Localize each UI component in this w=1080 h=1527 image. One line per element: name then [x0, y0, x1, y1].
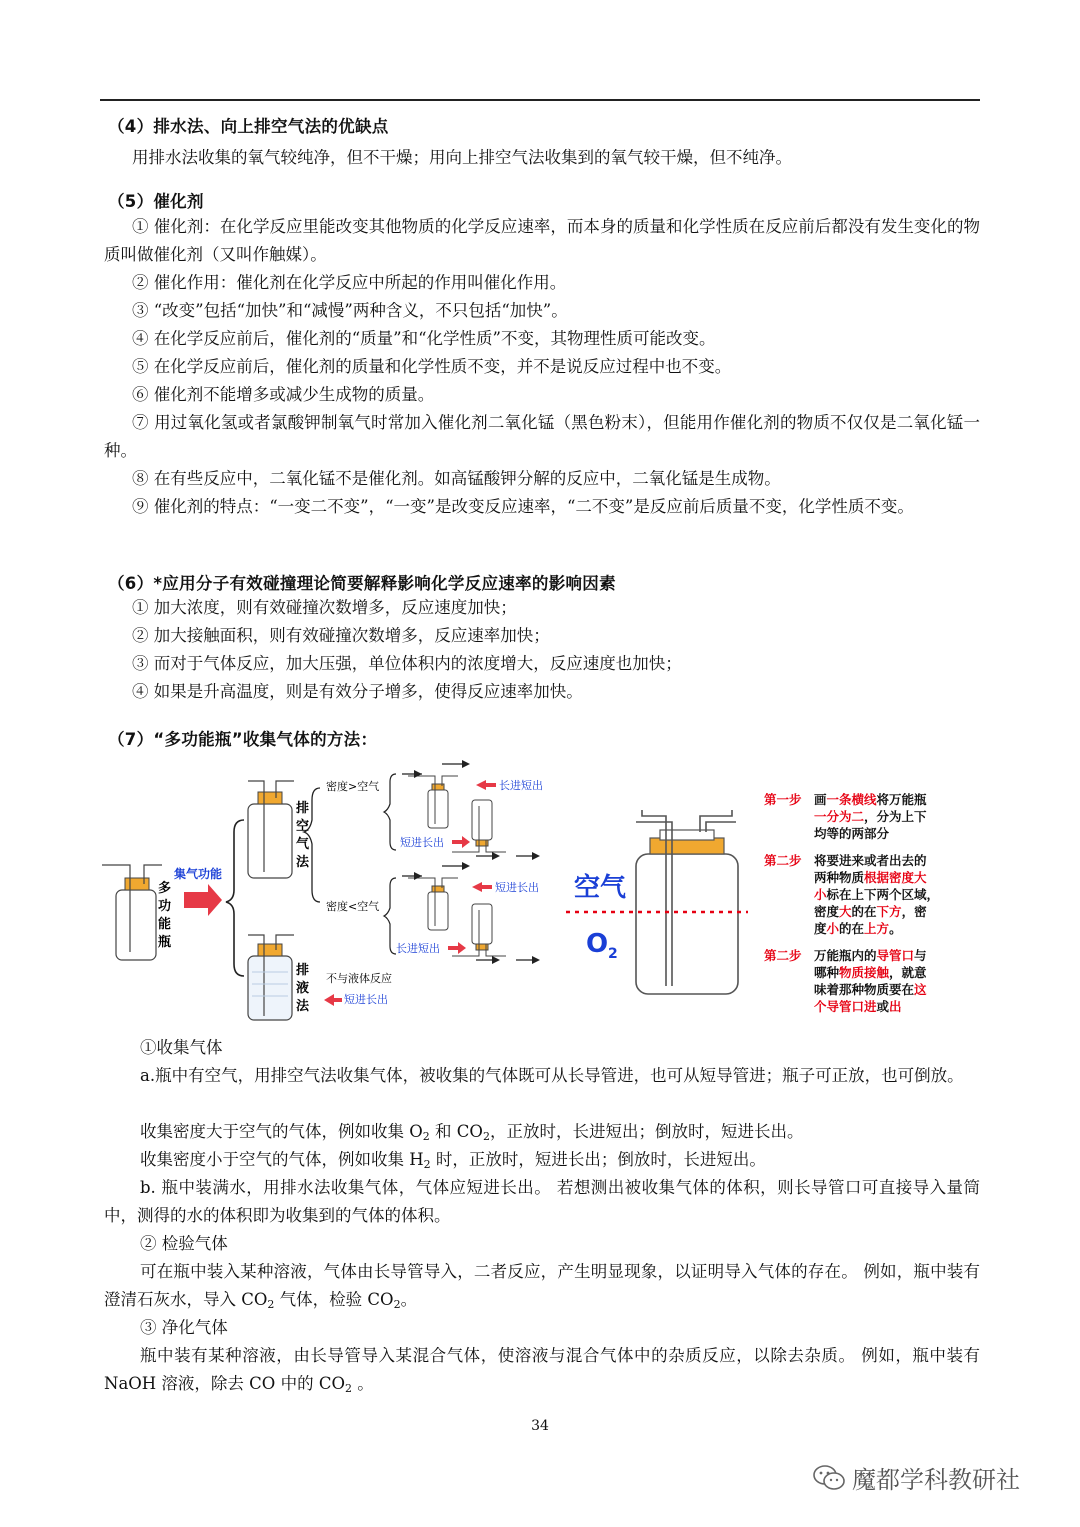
svg-text:个导管口进或出: 个导管口进或出	[814, 999, 902, 1014]
collision-item-2: ② 加大接触面积，则有效碰撞次数增多，反应速率加快；	[132, 626, 550, 645]
o2-sub: 2	[608, 946, 618, 962]
svg-text:一分为二，分为上下: 一分为二，分为上下	[814, 809, 927, 824]
catalyst-item-2: ② 催化作用：催化剂在化学反应中所起的作用叫催化作用。	[132, 273, 567, 292]
collect-dense: 收集密度大于空气的气体，例如收集 $O_2$ 和 $CO_2$，正放时，长进短出；倒放时，短进长出。	[140, 1122, 804, 1143]
air-method-3: 气	[296, 837, 310, 852]
catalyst-item-3: ③ “改变”包括“加快”和“减慢”两种含义，不只包括“加快”。	[132, 301, 568, 320]
section-4-text: 用排水法收集的氧气较纯净，但不干燥；用向上排空气法收集到的氧气较干燥，但不纯净。	[132, 148, 792, 167]
svg-text:将要进来或者出去的: 将要进来或者出去的	[814, 853, 927, 868]
bottle-liquid	[248, 935, 294, 1020]
collect-b: b. 瓶中装满水，用排水法收集气体，气体应短进长出。 若想测出被收集气体的体积，则长导管口可直接导入量筒中，测得的水的体积即为收集到的气体的体积。	[104, 1178, 980, 1225]
liquid-method-2: 液	[296, 981, 310, 996]
test-text: 可在瓶中装入某种溶液，气体由长导管导入，二者反应，产生明显现象，以证明导入气体的存在。 例如，瓶中装有澄清石灰水，导入 $CO_2$ 气体，检验 $CO_2$。	[104, 1262, 980, 1311]
left-label-3: 能	[158, 917, 172, 932]
collision-item-1: ① 加大浓度，则有效碰撞次数增多，反应速度加快；	[132, 598, 517, 617]
catalyst-item-1: ① 催化剂：在化学反应里能改变其他物质的化学反应速率，而本身的质量和化学性质在反应前后都没有发生变化的物质叫做催化剂（又叫作触媒）。	[104, 217, 980, 264]
svg-text:两种物质根据密度大: 两种物质根据密度大	[814, 870, 927, 885]
big-bottle	[636, 810, 738, 994]
bottle-left	[102, 865, 162, 960]
o2-label: O	[586, 929, 609, 959]
left-label-4: 瓶	[158, 935, 172, 950]
catalyst-item-4: ④ 在化学反应前后，催化剂的“质量”和“化学性质”不变，其物理性质可能改变。	[132, 329, 716, 348]
no-react-label: 不与液体反应	[326, 972, 392, 985]
short-in-long-out-3: 短进长出	[344, 993, 388, 1006]
catalyst-item-8: ⑧ 在有些反应中，二氧化锰不是催化剂。如高锰酸钾分解的反应中，二氧化锰是生成物。	[132, 469, 781, 488]
section-7-heading: （7）“多功能瓶”收集气体的方法：	[108, 730, 378, 749]
collision-item-3: ③ 而对于气体反应，加大压强，单位体积内的浓度增大，反应速度也加快；	[132, 654, 682, 673]
purify-text: 瓶中装有某种溶液，由长导管导入某混合气体，使溶液与混合气体中的杂质反应，以除去杂质。 例如，瓶中装有 NaOH 溶液，除去 CO 中的 $CO_2$ 。	[104, 1346, 980, 1395]
section-4-heading: （4）排水法、向上排空气法的优缺点	[108, 117, 389, 136]
bottle-air	[248, 781, 294, 878]
section-5-heading: （5）催化剂	[108, 192, 204, 211]
big-arrow	[184, 884, 222, 916]
catalyst-item-9: ⑨ 催化剂的特点：“一变二不变”，“一变”是改变反应速率，“二不变”是反应前后质量不变，化学性质不变。	[132, 497, 914, 516]
watermark-text: 魔都学科教研社	[852, 1466, 1020, 1494]
air-label: 空气	[574, 873, 627, 903]
multifunction-bottle-diagram	[96, 760, 976, 1025]
long-in-short-out-2: 长进短出	[396, 942, 440, 955]
section-6-heading: （6）*应用分子有效碰撞理论简要解释影响化学反应速率的影响因素	[108, 574, 616, 593]
left-label-2: 功	[158, 899, 172, 914]
svg-text:哪种物质接触，就意: 哪种物质接触，就意	[814, 965, 927, 980]
liquid-method-1: 排	[296, 963, 310, 978]
air-method-2: 空	[296, 819, 310, 834]
collect-function-label: 集气功能	[174, 867, 223, 881]
svg-text:密度大的在下方，密: 密度大的在下方，密	[814, 904, 927, 919]
svg-text:小标在上下两个区域，: 小标在上下两个区域，	[814, 887, 940, 902]
svg-text:万能瓶内的导管口与: 万能瓶内的导管口与	[814, 948, 927, 963]
purify-title: ③ 净化气体	[140, 1318, 228, 1337]
svg-text:第二步: 第二步	[764, 948, 802, 963]
main-brace	[226, 820, 244, 976]
catalyst-item-7: ⑦ 用过氧化氢或者氯酸钾制氧气时常加入催化剂二氧化锰（黑色粉末），但能用作催化剂的物质不仅仅是二氧化锰一种。	[104, 413, 980, 460]
header-rule	[100, 99, 980, 101]
air-method-1: 排	[296, 801, 310, 816]
chat-bubble-icon	[812, 1463, 846, 1493]
catalyst-item-5: ⑤ 在化学反应前后，催化剂的质量和化学性质不变，并不是说反应过程中也不变。	[132, 357, 732, 376]
long-in-short-out-1: 长进短出	[499, 779, 543, 792]
left-label-1: 多	[158, 881, 172, 896]
air-method-4: 法	[296, 855, 310, 870]
collect-a: a.瓶中有空气，用排空气法收集气体，被收集的气体既可从长导管进，也可从短导管进；瓶子可正放，也可倒放。	[140, 1066, 964, 1085]
short-in-long-out-2: 短进长出	[495, 881, 539, 894]
svg-text:第一步: 第一步	[764, 792, 802, 807]
svg-text:第二步: 第二步	[764, 853, 802, 868]
density-gt-label: 密度>空气	[326, 780, 380, 793]
svg-text:度小的在上方。: 度小的在上方。	[814, 921, 902, 936]
density-lt-label: 密度<空气	[326, 900, 380, 913]
collision-item-4: ④ 如果是升高温度，则是有效分子增多，使得反应速率加快。	[132, 682, 583, 701]
collect-light: 收集密度小于空气的气体，例如收集 $H_2$ 时，正放时，短进长出；倒放时，长进短出。	[140, 1150, 766, 1171]
test-title: ② 检验气体	[140, 1234, 228, 1253]
svg-text:均等的两部分: 均等的两部分	[814, 826, 890, 841]
short-in-long-out-1: 短进长出	[400, 836, 444, 849]
catalyst-item-6: ⑥ 催化剂不能增多或减少生成物的质量。	[132, 385, 435, 404]
watermark	[812, 1460, 1020, 1495]
svg-text:味着那种物质要在这: 味着那种物质要在这	[814, 982, 927, 997]
page-number: 34	[531, 1418, 549, 1434]
collect-title: ①收集气体	[140, 1038, 223, 1057]
step-notes	[764, 792, 939, 1014]
liquid-method-3: 法	[296, 999, 310, 1014]
svg-text:画一条横线将万能瓶: 画一条横线将万能瓶	[814, 792, 927, 807]
